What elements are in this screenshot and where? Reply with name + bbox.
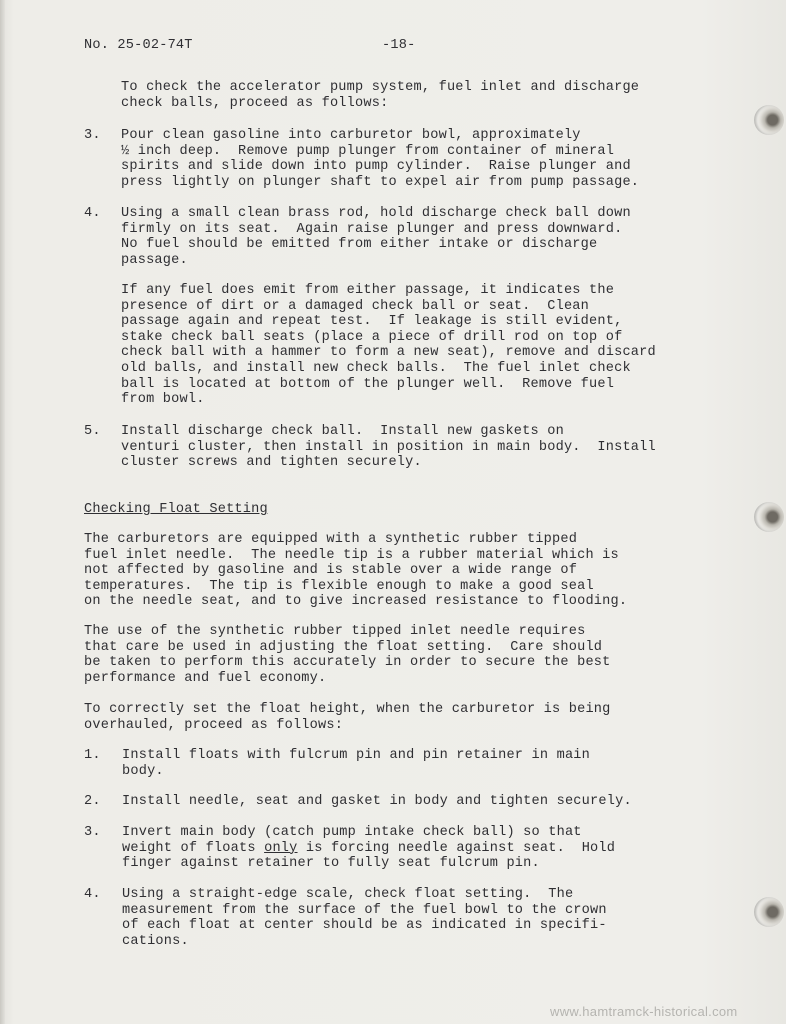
body-paragraph: The use of the synthetic rubber tipped inlet needle requires that care be used in adjusting the float setting. Care should be taken to perform this accurately in order to secure the best performance and fuel economy. — [84, 624, 611, 686]
float-step-text — [122, 825, 615, 872]
emphasis-underlined: only — [264, 840, 298, 856]
pump-step-number: 5. — [84, 424, 101, 439]
pump-step-number: 3. — [84, 128, 101, 143]
section-title: Checking Float Setting — [84, 502, 268, 517]
binder-hole-top — [754, 105, 784, 135]
pump-step-text: Install discharge check ball. Install new gaskets on venturi cluster, then install in position in main body. Install cluster screws and tighten securely. — [121, 424, 656, 471]
float-step-text-part: Invert main body (catch pump intake check ball) so that weight of floats — [122, 825, 582, 856]
page-edge-shadow — [0, 0, 5, 1024]
pump-note-paragraph: If any fuel does emit from either passage, it indicates the presence of dirt or a damaged check ball or seat. Clean passage again and repeat test. If leakage is still evident, stake check ball seats (place a piece of drill rod on top of check ball with a hammer to form a new seat), remove and discard old balls, and install new check balls. The fuel inlet check ball is located at bottom of the plunger well. Remove fuel from bowl. — [121, 283, 656, 408]
binder-hole-middle — [754, 502, 784, 532]
watermark-url: www.hamtramck-historical.com — [550, 1004, 738, 1019]
float-step-text: Install needle, seat and gasket in body and tighten securely. — [122, 794, 632, 809]
body-paragraph: The carburetors are equipped with a synthetic rubber tipped fuel inlet needle. The needle tip is a rubber material which is not affected by gasoline and is stable over a wide range of temperatures. The tip is flexible enough to make a good seal on the needle seat, and to give increased resistance to flooding. — [84, 532, 628, 610]
binder-hole-bottom — [754, 897, 784, 927]
float-step-number: 2. — [84, 794, 101, 809]
pump-step-number: 4. — [84, 206, 101, 221]
pump-step-text: Pour clean gasoline into carburetor bowl, approximately ½ inch deep. Remove pump plunger from container of mineral spirits and slide down into pump cylinder. Raise plunger and press lightly on plunger shaft to expel air from pump passage. — [121, 128, 640, 190]
doc-number: No. 25-02-74T — [84, 38, 193, 53]
body-paragraph: To correctly set the float height, when the carburetor is being overhauled, proceed as follows: — [84, 702, 611, 733]
pump-step-text: Using a small clean brass rod, hold discharge check ball down firmly on its seat. Again raise plunger and press downward. No fuel should be emitted from either intake or discharge passage. — [121, 206, 631, 268]
float-step-number: 4. — [84, 887, 101, 902]
intro-paragraph: To check the accelerator pump system, fuel inlet and discharge check balls, proceed as follows: — [121, 80, 640, 111]
page-number: -18- — [382, 38, 416, 53]
float-step-text-part: is forcing needle against seat. Hold finger against retainer to fully seat fulcrum pin. — [122, 840, 616, 872]
float-step-text: Using a straight-edge scale, check float setting. The measurement from the surface of the fuel bowl to the crown of each float at center should be as indicated in specifi- cations. — [122, 887, 607, 949]
float-step-text: Install floats with fulcrum pin and pin retainer in main body. — [122, 748, 591, 779]
float-step-number: 3. — [84, 825, 101, 840]
float-step-number: 1. — [84, 748, 101, 763]
